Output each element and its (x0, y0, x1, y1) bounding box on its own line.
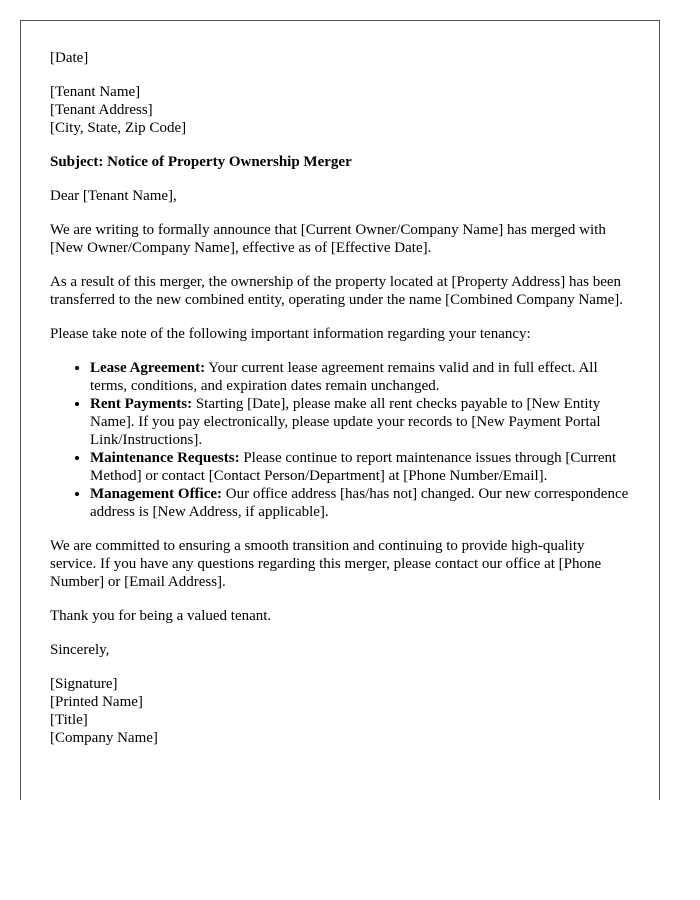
recipient-name: [Tenant Name] (50, 84, 141, 100)
letter-subject: Subject: Notice of Property Ownership Merger (50, 154, 352, 170)
recipient-block (50, 83, 631, 137)
body-paragraph-3: Please take note of the following important information regarding your tenancy: (50, 326, 531, 342)
list-item-text: Please continue to report maintenance issues through [Current Method] or contact [Contact Person/Department] at [Phone Number/Email]. (90, 450, 617, 484)
list-item-rent-payments (90, 395, 631, 449)
body-paragraph-1: We are writing to formally announce that [Current Owner/Company Name] has merged with [New Owner/Company Name], effective as of [Effective Date]. (50, 222, 606, 256)
list-item-label: Rent Payments: (90, 396, 193, 412)
list-item-lease-agreement (90, 359, 631, 395)
printed-name: [Printed Name] (50, 694, 143, 710)
tenancy-info-list (50, 359, 631, 521)
signature: [Signature] (50, 676, 118, 692)
list-item-text: Your current lease agreement remains valid and in full effect. All terms, conditions, and expiration dates remain unchanged. (90, 360, 598, 394)
company-name: [Company Name] (50, 730, 158, 746)
recipient-city-state-zip: [City, State, Zip Code] (50, 120, 187, 136)
closing-paragraph-1: We are committed to ensuring a smooth transition and continuing to provide high-quality service. If you have any questions regarding this merger, please contact our office at [Phone Number] or [Email Address]. (50, 538, 602, 590)
list-item-text: Starting [Date], please make all rent checks payable to [New Entity Name]. If you pay electronically, please update your records to [New Payment Portal Link/Instructions]. (90, 396, 601, 448)
list-item-text: Our office address [has/has not] changed. Our new correspondence address is [New Address, if applicable]. (90, 486, 629, 520)
signer-title: [Title] (50, 712, 88, 728)
list-item-maintenance-requests (90, 449, 631, 485)
salutation: Dear [Tenant Name], (50, 188, 177, 204)
list-item-label: Management Office: (90, 486, 223, 502)
list-item-label: Maintenance Requests: (90, 450, 240, 466)
recipient-address: [Tenant Address] (50, 102, 153, 118)
letter-page (20, 20, 660, 800)
sign-off: Sincerely, (50, 642, 110, 658)
list-item-management-office (90, 485, 631, 521)
body-paragraph-2: As a result of this merger, the ownership of the property located at [Property Address] has been transferred to the new combined entity, operating under the name [Combined Company Name]. (50, 274, 624, 308)
closing-paragraph-2: Thank you for being a valued tenant. (50, 608, 272, 624)
signature-block (50, 675, 631, 747)
letter-date: [Date] (50, 50, 89, 66)
list-item-label: Lease Agreement: (90, 360, 206, 376)
